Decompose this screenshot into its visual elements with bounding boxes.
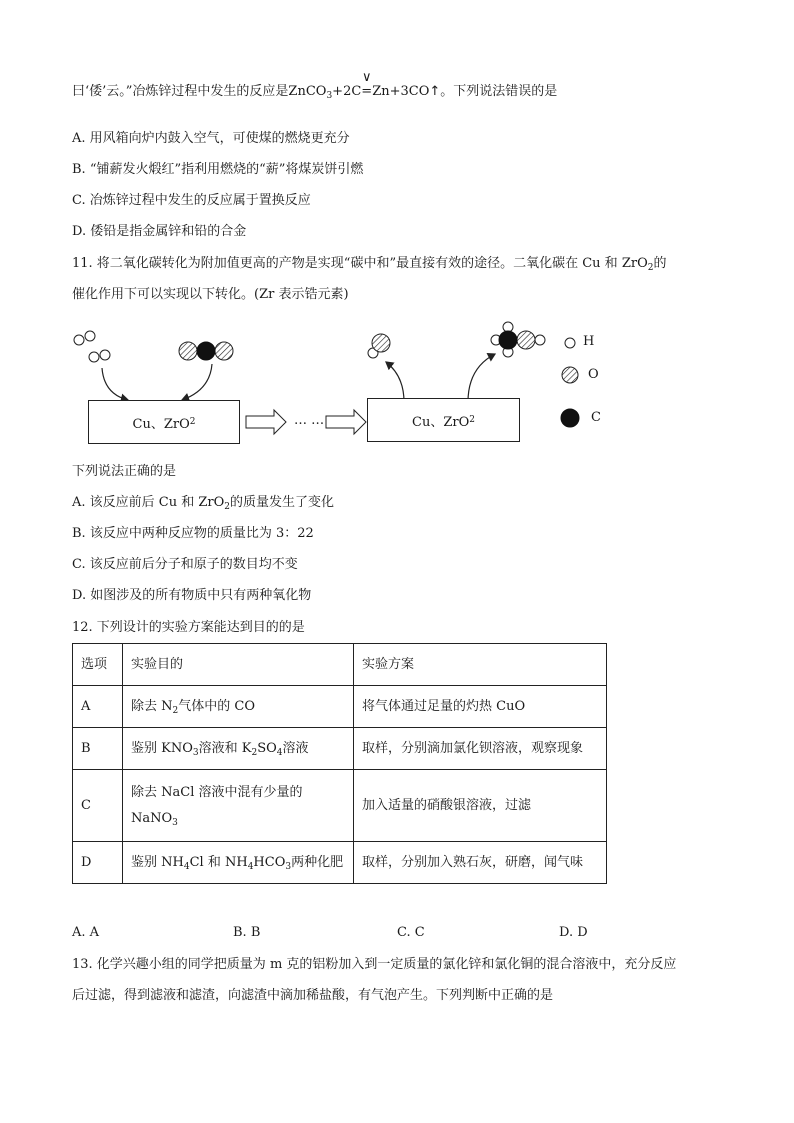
header-plan: 实验方案 [354, 644, 607, 686]
legend-c-label: C [591, 410, 601, 425]
process-arrow-2 [326, 410, 366, 434]
arrow-water-out [386, 362, 404, 402]
water-molecule-right [368, 334, 390, 358]
table-row: D 鉴别 $NH_4Cl$ 和 $NH_4HCO_3$两种化肥 取样，分别加入熟石灰，研磨，闻气味 [73, 842, 607, 884]
q11-option-a: A. 该反应前后 Cu 和 ZrO$_2$的质量发生了变化 [72, 495, 335, 512]
q10-option-d: D. 倭铅是指金属锌和铅的合金 [72, 224, 247, 239]
q11-prompt: 下列说法正确的是 [72, 464, 177, 479]
experiment-table [72, 643, 607, 884]
intro-prefix: 曰‘倭’云。”冶炼锌过程中发生的反应是 [72, 84, 289, 99]
q12-answer-d: D. D [559, 925, 588, 940]
arrow-methanol-out [468, 354, 495, 402]
legend-o-icon [562, 367, 578, 383]
legend-h-label: H [583, 334, 595, 349]
q10-option-c: C. 冶炼锌过程中发生的反应属于置换反应 [72, 193, 311, 208]
legend-h-icon [565, 338, 575, 348]
catalyst-box-right: Cu、ZrO 2 [367, 398, 520, 442]
reaction-intro-line [72, 70, 558, 101]
q13-stem-line1: 13. 化学兴趣小组的同学把质量为 m 克的铝粉加入到一定质量的氯化锌和氯化铜的混合溶液中，充分反应 [72, 957, 677, 972]
legend-o-label: O [588, 367, 599, 382]
table-header-row [73, 644, 607, 686]
reaction-equation: ZnCO$_3$+2C ∨ =Zn+3CO↑ [288, 70, 441, 101]
table-row: B 鉴别 $KNO_3$溶液和 $K_2SO_4$溶液 取样，分别滴加氯化钡溶液，观察现象 [73, 728, 607, 770]
q11-stem-line1: 11. 将二氧化碳转化为附加值更高的产物是实现“碳中和”最直接有效的途径。二氧化碳在 Cu 和 ZrO$_2$的 [72, 256, 667, 273]
q13-stem-line2: 后过滤，得到滤液和滤渣，向滤渣中滴加稀盐酸，有气泡产生。下列判断中正确的是 [72, 988, 554, 1003]
q12-answer-c: C. C [397, 925, 425, 940]
header-option: 选项 [73, 644, 123, 686]
header-goal: 实验目的 [123, 644, 354, 686]
process-arrow-1 [246, 410, 286, 434]
catalyst-box-left: Cu、ZrO 2 [88, 400, 240, 444]
hydrogen-molecules-left [74, 331, 110, 362]
q12-answer-b: B. B [233, 925, 261, 940]
table-row: C 除去 NaCl 溶液中混有少量的 NaNO$_3$ 加入适量的硝酸银溶液，过滤 [73, 770, 607, 842]
q10-option-a: A. 用风箱向炉内鼓入空气，可使煤的燃烧更充分 [72, 131, 350, 146]
reaction-condition: ∨ = [361, 70, 373, 99]
ellipsis-dots: … … [294, 413, 325, 428]
q11-option-b: B. 该反应中两种反应物的质量比为 3：22 [72, 526, 314, 541]
legend-c-icon [561, 409, 579, 427]
catalysis-diagram [70, 318, 630, 448]
intro-suffix: 。下列说法错误的是 [440, 84, 558, 99]
q11-option-d: D. 如图涉及的所有物质中只有两种氧化物 [72, 588, 312, 603]
q11-option-c: C. 该反应前后分子和原子的数目均不变 [72, 557, 298, 572]
co2-molecule-left [179, 342, 233, 360]
arrow-h2-in [102, 368, 128, 400]
q12-title: 12. 下列设计的实验方案能达到目的的是 [72, 620, 305, 635]
table-row: A 除去 $N_2$气体中的 CO 将气体通过足量的灼热 CuO [73, 686, 607, 728]
gas-up-arrow-icon: ↑ [429, 84, 441, 99]
methanol-molecule-right [491, 322, 545, 357]
q10-option-b: B. “铺薪发火煅红”指利用燃烧的“薪”将煤炭饼引燃 [72, 162, 364, 177]
q11-stem-line2: 催化作用下可以实现以下转化。(Zr 表示锆元素) [72, 287, 349, 302]
arrow-co2-in [182, 364, 212, 400]
q12-answer-a: A. A [72, 925, 100, 940]
